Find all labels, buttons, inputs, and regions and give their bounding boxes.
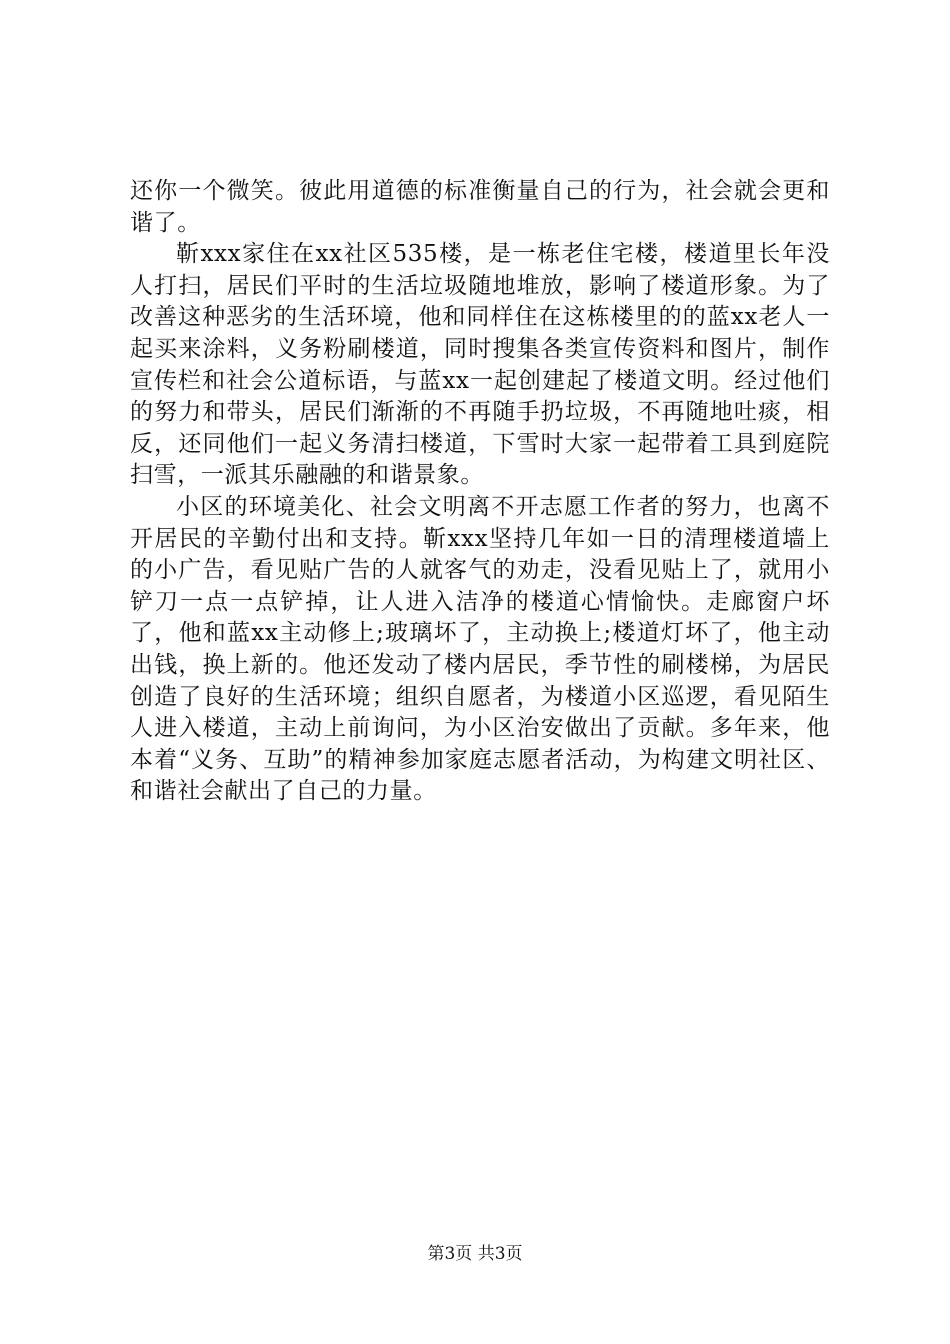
page-footer: 第3页 共3页 bbox=[427, 1244, 523, 1264]
paragraph-community-volunteer: 小区的环境美化、社会文明离不开志愿工作者的努力，也离不开居民的辛勤付出和支持。靳xxx坚持几年如一日的清理楼道墙上的小广告，看见贴广告的人就客气的劝走，没看见贴上了，就用小铲刀一点一点铲掉，让人进入洁净的楼道心情愉快。走廊窗户坏了，他和蓝xx主动修上;玻璃坏了，主动换上;楼道灯坏了，他主动出钱，换上新的。他还发动了楼内居民，季节性的刷楼梯，为居民创造了良好的生活环境；组织自愿者，为楼道小区巡逻，看见陌生人进入楼道，主动上前询问，为小区治安做出了贡献。多年来，他本着“义务、互助”的精神参加家庭志愿者活动，为构建文明社区、和谐社会献出了自己的力量。 bbox=[130, 493, 830, 805]
paragraph-continuation: 还你一个微笑。彼此用道德的标准衡量自己的行为，社会就会更和谐了。 bbox=[130, 178, 830, 236]
paragraph-building-story: 靳xxx家住在xx社区535楼，是一栋老住宅楼，楼道里长年没人打扫，居民们平时的生活垃圾随地堆放，影响了楼道形象。为了改善这种恶劣的生活环境，他和同样住在这栋楼里的的蓝xx老人一起买来涂料，义务粉刷楼道，同时搜集各类宣传资料和图片，制作宣传栏和社会公道标语，与蓝xx一起创建起了楼道文明。经过他们的努力和带头，居民们渐渐的不再随手扔垃圾，不再随地吐痰，相反，还同他们一起义务清扫楼道，下雪时大家一起带着工具到庭院扫雪，一派其乐融融的和谐景象。 bbox=[130, 241, 830, 489]
document-body bbox=[130, 176, 830, 808]
